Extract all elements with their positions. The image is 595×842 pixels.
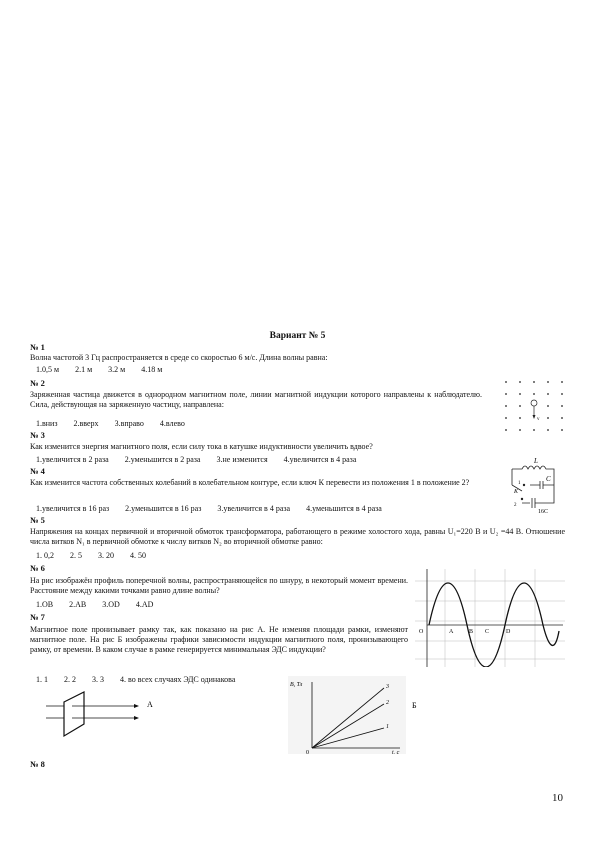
answer-option: 2.вверх <box>73 419 99 428</box>
capacitor-label: C <box>546 475 551 483</box>
question-number-5: № 5 <box>30 515 45 525</box>
figure-a-label: А <box>147 700 153 709</box>
wave-profile-figure <box>415 569 565 667</box>
capacitor-16c-label: 16C <box>538 509 549 515</box>
answer-option: 2.1 м <box>75 365 93 374</box>
answer-option: 4.увеличится в 4 раза <box>283 455 357 464</box>
induction-graph-figure-b <box>288 676 428 754</box>
question-text-3: Как изменится энергия магнитного поля, если силу тока в катушке индуктивности увеличить вдвое? <box>30 442 373 451</box>
question-number-2: № 2 <box>30 378 45 388</box>
answer-option: 3.не изменится <box>216 455 268 464</box>
frame <box>64 692 84 736</box>
point-b-label: B <box>469 629 474 635</box>
position-2-label: 2 <box>514 503 517 508</box>
point-c-label: C <box>485 629 490 635</box>
answer-option: 3.увеличится в 4 раза <box>217 504 291 513</box>
question-number-3: № 3 <box>30 430 45 440</box>
answers-2 <box>36 419 199 428</box>
answer-option: 1. 0,2 <box>36 551 54 560</box>
answer-option: 4.18 м <box>141 365 163 374</box>
answer-option: 1.0,5 м <box>36 365 60 374</box>
answer-option: 2.AB <box>69 600 87 609</box>
question-text-4: Как изменится частота собственных колебаний в колебательном контуре, если ключ К перевести из положения 1 в положение 2? <box>30 478 470 487</box>
question-text-6: На рис изображён профиль поперечной волны, распространяющейся по шнуру, в некоторый момент времени. Расстояние между какими точками равно длине волны? <box>30 576 408 595</box>
page-title: Вариант № 5 <box>269 331 326 341</box>
answer-option: 2. 5 <box>70 551 82 560</box>
line-2-label: 2 <box>386 700 389 706</box>
answer-option: 2.уменьшится в 2 раза <box>124 455 201 464</box>
field-arrowhead <box>134 716 139 720</box>
question-number-6: № 6 <box>30 563 45 573</box>
answer-option: 3.2 м <box>108 365 126 374</box>
question-number-1: № 1 <box>30 342 45 352</box>
y-axis-label: B, Тл <box>290 682 303 688</box>
question-text-5: Напряжения на концах первичной и вторичной обмоток трансформатора, работающего в режиме холостого хода, равны U₁=220 В и U₂ =44 В. Отношение числа витков N₁ в первичной обмотке к числу витков N₂ во вторичной обмотке равно: <box>30 527 565 546</box>
velocity-label: v <box>537 417 540 422</box>
frame-figure-a <box>42 688 162 740</box>
question-number-7: № 7 <box>30 612 45 622</box>
answer-option: 3.OD <box>102 600 120 609</box>
velocity-arrowhead <box>533 415 536 419</box>
origin-label: 0 <box>306 750 309 754</box>
question-text-7: Магнитное поле пронизывает рамку так, как показано на рис А. Не изменяя площади рамки, изменяют магнитное поле. На рис Б изображены графики зависимости индукции магнитного поля, пронизывающего рамку, от времени. В каком случае в рамке генерируется минимальная ЭДС индукции? <box>30 625 408 654</box>
oscillating-circuit-figure <box>500 455 566 517</box>
point-o-label: O <box>419 629 424 635</box>
answer-option: 3.вправо <box>114 419 144 428</box>
line-1-label: 1 <box>386 724 389 730</box>
question-number-4: № 4 <box>30 466 45 476</box>
point-d-label: D <box>506 629 511 635</box>
page-number: 10 <box>552 792 563 804</box>
answer-option: 1.вниз <box>36 419 58 428</box>
field-lines <box>46 706 138 718</box>
key-label: K <box>514 489 519 495</box>
switch-contact-1 <box>523 484 525 486</box>
answer-option: 4. 50 <box>130 551 146 560</box>
answer-option: 1.увеличится в 2 раза <box>36 455 109 464</box>
answer-option: 4.влево <box>159 419 185 428</box>
answer-option: 2. 2 <box>64 675 76 684</box>
inductor-label: L <box>534 457 538 465</box>
answers-6 <box>36 600 167 609</box>
question-text-2: Заряженная частица движется в однородном магнитном поле, линии магнитной индукции которого направлены к наблюдателю. Сила, действующая на заряженную частицу, направлена: <box>30 390 482 409</box>
answers-7 <box>36 675 249 684</box>
field-arrowhead <box>134 704 139 708</box>
line-3-label: 3 <box>386 684 389 690</box>
answer-option: 3. 20 <box>98 551 114 560</box>
question-number-8: № 8 <box>30 759 45 769</box>
grid <box>415 569 565 667</box>
switch-contact-2 <box>521 498 523 500</box>
figure-b-label: Б <box>412 701 417 710</box>
answers-4 <box>36 504 396 513</box>
answers-1 <box>36 365 176 374</box>
point-a-label: A <box>449 629 454 635</box>
position-1-label: 1 <box>518 481 521 486</box>
answer-option: 1.OB <box>36 600 54 609</box>
capacitor-16c <box>522 485 554 508</box>
particle <box>531 400 537 406</box>
magnetic-field-figure <box>500 376 566 436</box>
x-axis-label: t, c <box>392 750 400 754</box>
answer-option: 1. 1 <box>36 675 48 684</box>
answers-5 <box>36 551 160 560</box>
answers-3 <box>36 455 370 464</box>
question-text-1: Волна частотой 3 Гц распространяется в среде со скоростью 6 м/с. Длина волны равна: <box>30 353 328 362</box>
answer-option: 3. 3 <box>92 675 104 684</box>
answer-option: 4.AD <box>135 600 154 609</box>
answer-option: 1.увеличится в 16 раз <box>36 504 110 513</box>
answer-option: 4.уменьшится в 4 раза <box>306 504 382 513</box>
answer-option: 4. во всех случаях ЭДС одинакова <box>120 675 236 684</box>
answer-option: 2.уменьшится в 16 раз <box>125 504 202 513</box>
